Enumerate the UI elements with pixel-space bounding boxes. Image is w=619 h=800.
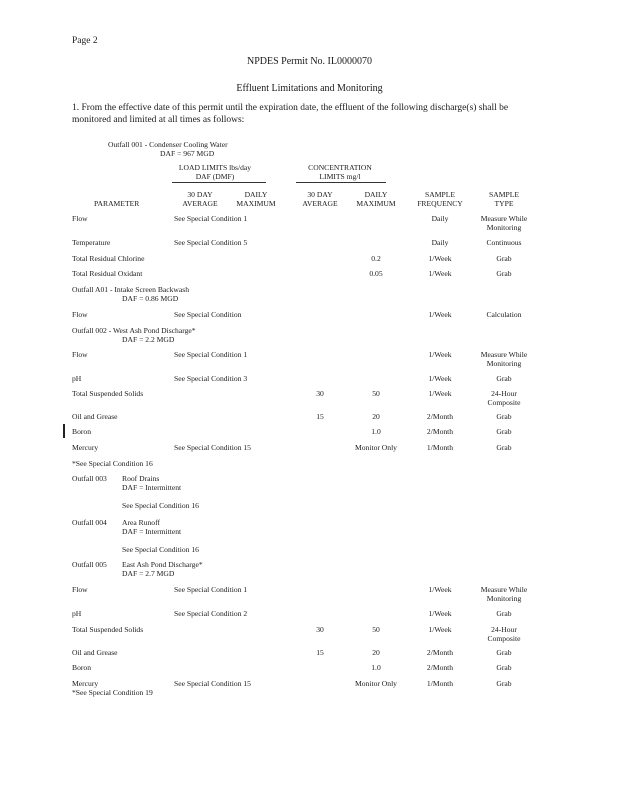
sample-type-cell-2: Monitoring xyxy=(486,359,522,368)
sample-type-cell: 24-Hour xyxy=(491,625,517,634)
sample-type-cell: Grab xyxy=(496,269,512,278)
outfall-a01-name: Outfall A01 - Intake Screen Backwash xyxy=(72,285,190,294)
frequency-cell: 1/Week xyxy=(428,389,452,398)
type-header-1: SAMPLE xyxy=(489,190,519,199)
parameter-cell: Boron xyxy=(72,663,91,672)
sample-type-cell: Grab xyxy=(496,609,512,618)
parameter-cell: Flow xyxy=(72,310,88,319)
page-number: Page 2 xyxy=(72,36,98,46)
conc-avg-cell: 15 xyxy=(316,412,324,421)
load-cell: See Special Condition 2 xyxy=(174,609,248,618)
intro-line-1: 1. From the effective date of this permit until the expiration date, the effluent of the following discharge(s) shall be xyxy=(72,103,509,113)
sample-type-cell: Grab xyxy=(496,663,512,672)
parameter-cell: Oil and Grease xyxy=(72,412,118,421)
outfall-004-daf: DAF = Intermittent xyxy=(122,527,182,536)
parameter-cell: Boron xyxy=(72,427,91,436)
sample-type-cell-2: Composite xyxy=(487,634,521,643)
parameter-cell: Total Residual Oxidant xyxy=(72,269,143,278)
sample-type-cell: Grab xyxy=(496,648,512,657)
section-title: Effluent Limitations and Monitoring xyxy=(236,83,383,94)
outfall-005-daf: DAF = 2.7 MGD xyxy=(122,569,175,578)
load-avg-header-1: 30 DAY xyxy=(187,190,213,199)
outfall-005-name: East Ash Pond Discharge* xyxy=(122,560,203,569)
sample-type-cell: Grab xyxy=(496,427,512,436)
outfall-003-note: See Special Condition 16 xyxy=(122,501,199,510)
conc-max-header-1: DAILY xyxy=(364,190,388,199)
frequency-cell: 2/Month xyxy=(426,412,454,421)
outfall-001-name: Outfall 001 - Condenser Cooling Water xyxy=(108,140,228,149)
frequency-cell: 1/Week xyxy=(428,374,452,383)
parameter-cell: Oil and Grease xyxy=(72,648,118,657)
frequency-cell: 1/Week xyxy=(428,609,452,618)
frequency-cell: 1/Week xyxy=(428,269,452,278)
load-avg-header-2: AVERAGE xyxy=(182,199,218,208)
frequency-cell: 1/Week xyxy=(428,585,452,594)
conc-max-cell: 50 xyxy=(372,625,380,634)
frequency-cell: Daily xyxy=(431,238,449,247)
parameter-cell: Flow xyxy=(72,214,88,223)
concentration-units-header: LIMITS mg/l xyxy=(319,172,361,181)
parameter-cell: Total Suspended Solids xyxy=(72,389,144,398)
sample-type-cell: Grab xyxy=(496,443,512,452)
conc-max-header-2: MAXIMUM xyxy=(356,199,396,208)
conc-max-cell: 0.05 xyxy=(369,269,383,278)
outfall-004-name: Area Runoff xyxy=(122,518,161,527)
frequency-cell: 1/Week xyxy=(428,310,452,319)
footnote-1: *See Special Condition 16 xyxy=(72,459,153,468)
parameter-cell: Flow xyxy=(72,350,88,359)
sample-type-cell: Grab xyxy=(496,374,512,383)
parameter-header: PARAMETER xyxy=(94,199,140,208)
conc-avg-cell: 30 xyxy=(316,389,324,398)
conc-max-cell: Monitor Only xyxy=(355,443,397,452)
load-limits-rule xyxy=(172,182,266,183)
frequency-cell: 1/Month xyxy=(426,443,454,452)
load-cell: See Special Condition 1 xyxy=(174,350,248,359)
freq-header-1: SAMPLE xyxy=(425,190,455,199)
sample-type-cell: Measure While xyxy=(480,585,528,594)
frequency-cell: Daily xyxy=(431,214,449,223)
outfall-005-label: Outfall 005 xyxy=(72,560,107,569)
conc-max-cell: 20 xyxy=(372,412,380,421)
outfall-003-label: Outfall 003 xyxy=(72,474,107,483)
load-cell: See Special Condition 1 xyxy=(174,585,248,594)
frequency-cell: 1/Week xyxy=(428,254,452,263)
frequency-cell: 2/Month xyxy=(426,648,454,657)
parameter-cell: Total Residual Chlorine xyxy=(72,254,145,263)
load-cell: See Special Condition xyxy=(174,310,242,319)
sample-type-cell: Grab xyxy=(496,679,512,688)
frequency-cell: 2/Month xyxy=(426,427,454,436)
parameter-cell: Flow xyxy=(72,585,88,594)
load-limits-header: LOAD LIMITS lbs/day xyxy=(178,163,252,172)
change-bar xyxy=(63,424,65,438)
load-cell: See Special Condition 3 xyxy=(174,374,248,383)
conc-max-cell: 1.0 xyxy=(371,427,381,436)
outfall-004-note: See Special Condition 16 xyxy=(122,545,199,554)
frequency-cell: 1/Week xyxy=(428,625,452,634)
permit-title: NPDES Permit No. IL0000070 xyxy=(247,56,372,67)
sample-type-cell-2: Composite xyxy=(487,398,521,407)
load-cell: See Special Condition 1 xyxy=(174,214,248,223)
sample-type-cell: Grab xyxy=(496,412,512,421)
sample-type-cell: Grab xyxy=(496,254,512,263)
load-max-header-1: DAILY xyxy=(244,190,268,199)
parameter-cell: pH xyxy=(72,374,82,383)
outfall-004-label: Outfall 004 xyxy=(72,518,107,527)
conc-max-cell: Monitor Only xyxy=(355,679,397,688)
sample-type-cell: 24-Hour xyxy=(491,389,517,398)
sample-type-cell: Calculation xyxy=(486,310,522,319)
conc-avg-header-1: 30 DAY xyxy=(307,190,333,199)
footnote-2: *See Special Condition 19 xyxy=(72,688,153,697)
conc-avg-cell: 30 xyxy=(316,625,324,634)
parameter-cell: pH xyxy=(72,609,82,618)
load-cell: See Special Condition 15 xyxy=(174,443,251,452)
conc-avg-cell: 15 xyxy=(316,648,324,657)
outfall-002-name: Outfall 002 - West Ash Pond Discharge* xyxy=(72,326,196,335)
type-header-2: TYPE xyxy=(494,199,514,208)
frequency-cell: 1/Month xyxy=(426,679,454,688)
concentration-header: CONCENTRATION xyxy=(308,163,372,172)
sample-type-cell: Continuous xyxy=(486,238,522,247)
sample-type-cell-2: Monitoring xyxy=(486,223,522,232)
load-cell: See Special Condition 5 xyxy=(174,238,248,247)
parameter-cell: Temperature xyxy=(72,238,111,247)
load-max-header-2: MAXIMUM xyxy=(236,199,276,208)
conc-max-cell: 20 xyxy=(372,648,380,657)
outfall-003-daf: DAF = Intermittent xyxy=(122,483,182,492)
concentration-rule xyxy=(296,182,386,183)
outfall-a01-daf: DAF = 0.86 MGD xyxy=(122,294,179,303)
parameter-cell: Total Suspended Solids xyxy=(72,625,144,634)
sample-type-cell: Measure While xyxy=(480,350,528,359)
sample-type-cell: Measure While xyxy=(480,214,528,223)
outfall-003-name: Roof Drains xyxy=(122,474,160,483)
outfall-002-daf: DAF = 2.2 MGD xyxy=(122,335,175,344)
conc-max-cell: 1.0 xyxy=(371,663,381,672)
freq-header-2: FREQUENCY xyxy=(417,199,463,208)
parameter-cell: Mercury xyxy=(72,679,99,688)
outfall-001-daf: DAF = 967 MGD xyxy=(160,149,215,158)
load-cell: See Special Condition 15 xyxy=(174,679,251,688)
conc-max-cell: 0.2 xyxy=(371,254,381,263)
conc-avg-header-2: AVERAGE xyxy=(302,199,338,208)
load-daf-header: DAF (DMF) xyxy=(195,172,235,181)
sample-type-cell-2: Monitoring xyxy=(486,594,522,603)
frequency-cell: 2/Month xyxy=(426,663,454,672)
intro-line-2: monitored and limited at all times as follows: xyxy=(72,115,245,125)
parameter-cell: Mercury xyxy=(72,443,99,452)
conc-max-cell: 50 xyxy=(372,389,380,398)
frequency-cell: 1/Week xyxy=(428,350,452,359)
